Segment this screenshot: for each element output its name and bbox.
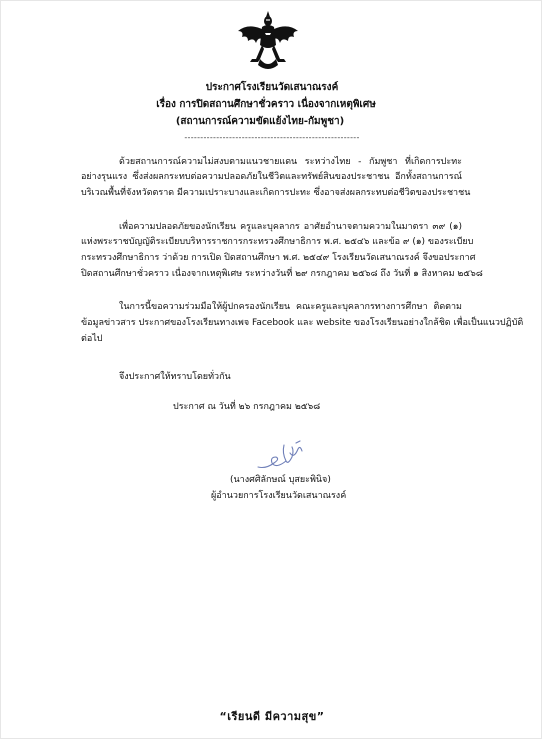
signer-name: (นางศศิลักษณ์ บุสยะพินิจ): [230, 475, 331, 485]
announcement-title: ประกาศโรงเรียนวัดเสนาณรงค์: [205, 82, 339, 93]
paragraph-3-line-2: ข้อมูลข่าวสาร ประกาศของโรงเรียนทางเพจ Facebook และ website ของโรงเรียนอย่างใกล้ชิด เพื่อเป็นแนวปฏิบัติ: [81, 318, 524, 328]
paragraph-2-line-2: แห่งพระราชบัญญัติระเบียบบริหารราชการกระทรวงศึกษาธิการ พ.ศ. ๒๕๔๖ และข้อ ๙ (๑) ของระเบียบ: [81, 237, 474, 247]
closing-line: จึงประกาศให้ทราบโดยทั่วกัน: [119, 372, 231, 382]
paragraph-1-line-1: ด้วยสถานการณ์ความไม่สงบตามแนวชายแดน ระหว่างไทย - กัมพูชา ที่เกิดการปะทะ: [119, 157, 462, 167]
footer-slogan: “เรียนดี มีความสุข”: [219, 710, 325, 723]
paragraph-2-line-1: เพื่อความปลอดภัยของนักเรียน ครูและบุคลากร อาศัยอำนาจตามความในมาตรา ๓๙ (๑): [119, 222, 462, 232]
paragraph-3-line-1: ในการนี้ขอความร่วมมือให้ผู้ปกครองนักเรียน คณะครูและบุคลากรทางการศึกษา ติดตาม: [119, 302, 462, 312]
announcement-subject: เรื่อง การปิดสถานศึกษาชั่วคราว เนื่องจากเหตุพิเศษ: [156, 99, 376, 110]
announcement-subtitle: (สถานการณ์ความขัดแย้งไทย-กัมพูชา): [175, 116, 345, 127]
paragraph-3-line-3: ต่อไป: [81, 334, 103, 344]
paragraph-1-line-2: อย่างรุนแรง ซึ่งส่งผลกระทบต่อความปลอดภัยในชีวิตและทรัพย์สินของประชาชน อีกทั้งสถานการณ์: [81, 172, 462, 182]
signer-position: ผู้อำนวยการโรงเรียนวัดเสนาณรงค์: [211, 491, 347, 501]
date-line: ประกาศ ณ วันที่ ๒๖ กรกฎาคม ๒๕๖๘: [173, 402, 321, 412]
divider-line: -------------------------------------------------------: [184, 133, 360, 142]
signature-icon: [256, 439, 316, 473]
garuda-emblem-icon: [234, 9, 302, 73]
paragraph-2-line-4: ปิดสถานศึกษาชั่วคราว เนื่องจากเหตุพิเศษ ระหว่างวันที่ ๒๙ กรกฎาคม ๒๕๖๘ ถึง วันที่ ๑ สิงหาคม ๒๕๖๘: [81, 269, 483, 279]
paragraph-2-line-3: กระทรวงศึกษาธิการ ว่าด้วย การเปิด ปิดสถานศึกษา พ.ศ. ๒๕๔๙ โรงเรียนวัดเสนาณรงค์ จึงขอประกาศ: [81, 253, 476, 263]
paragraph-1-line-3: บริเวณพื้นที่จังหวัดตราด มีความเปราะบางและเกิดการปะทะ ซึ่งอาจส่งผลกระทบต่อชีวิตของประชาชน: [81, 188, 471, 198]
